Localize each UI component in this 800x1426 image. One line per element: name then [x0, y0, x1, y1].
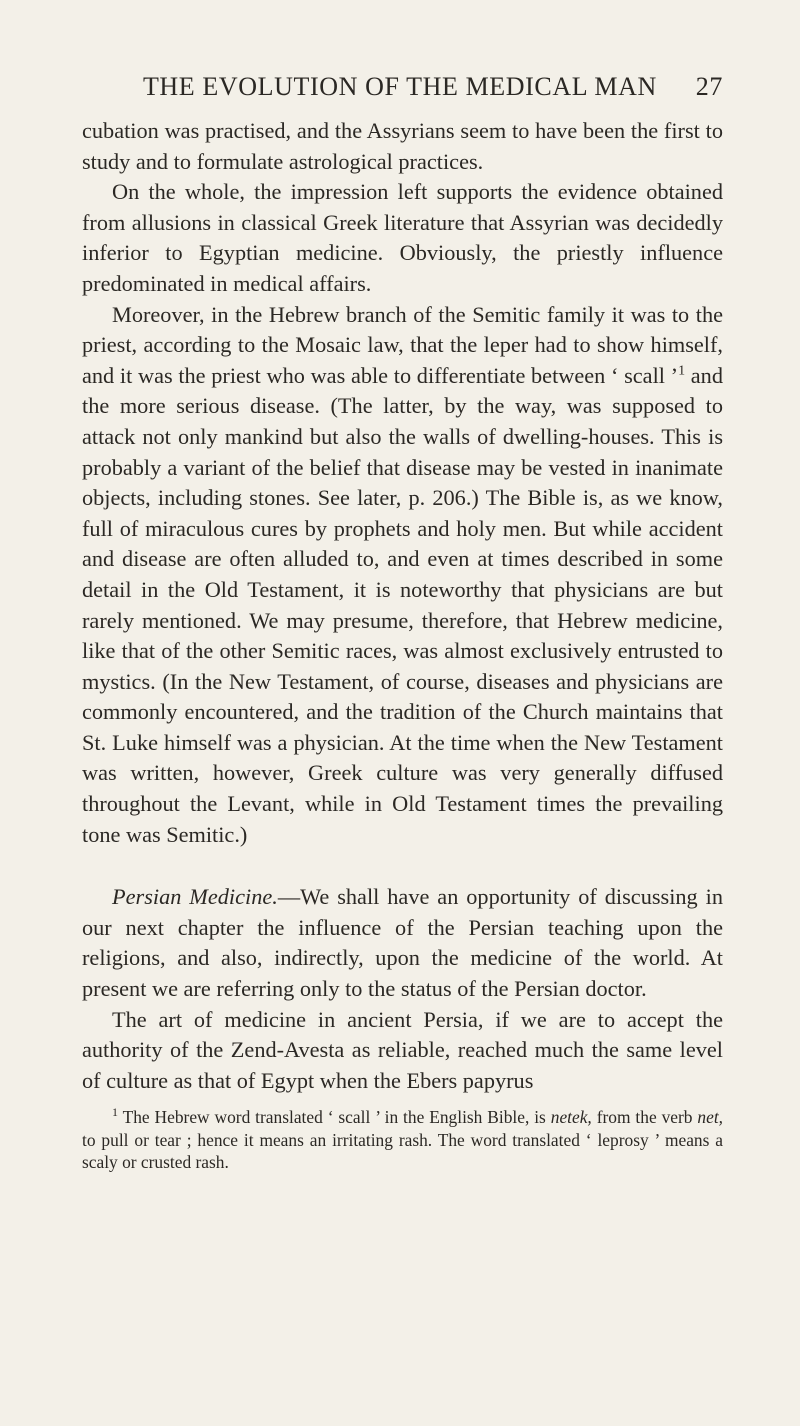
page-number: 27 — [695, 72, 723, 101]
footnote-text-2: from the verb — [591, 1107, 698, 1128]
paragraph-2: On the whole, the impression left supports the evidence obtained from allusions in classical Greek literature that Assyrian was decidedly inferior to Egyptian medicine. Obviously, the priestly influence predominated in medical affairs. — [82, 179, 723, 296]
paragraph-4-text: —We shall have an opportunity of discussing in our next chapter the influence of the Persian teaching upon the religions, and also, indirectly, upon the medicine of the world. At present we are referring only to the status of the Persian doctor. — [82, 884, 723, 1002]
footnote-term-netek: netek, — [550, 1107, 592, 1128]
footnote-text-3: to pull or tear ; hence it means an irritating rash. The word translated ‘ leprosy ’ means a scaly or crusted rash. — [82, 1129, 723, 1173]
body-text — [82, 116, 723, 1096]
paragraph-persian-medicine — [82, 882, 723, 1004]
paragraph-3-part-a: Moreover, in the Hebrew branch of the Semitic family it was to the priest, according to the Mosaic law, that the leper had to show himself, and it was the priest who was able to differentiate between ‘ scall ’ — [82, 301, 723, 388]
footnote — [82, 1106, 723, 1174]
paragraph-1: cubation was practised, and the Assyrians seem to have been the first to study and to formulate astrological practices. — [82, 118, 723, 174]
footnote-mark: 1 — [112, 1105, 118, 1120]
paragraph-5: The art of medicine in ancient Persia, if we are to accept the authority of the Zend-Avesta as reliable, reached much the same level of culture as that of Egypt when the Ebers papyrus — [82, 1006, 723, 1093]
paragraph-3 — [82, 300, 723, 851]
running-head — [82, 70, 723, 104]
footnote-text-1: The Hebrew word translated ‘ scall ’ in the English Bible, is — [118, 1107, 551, 1128]
paragraph-3-part-b: and the more serious disease. (The latter, by the way, was supposed to attack not only mankind but also the walls of dwelling-houses. This is probably a variant of the belief that disease may be vested in inanimate objects, including stones. See later, p. 206.) The Bible is, as we know, full of miraculous cures by prophets and holy men. But while accident and disease are often alluded to, and even at times described in some detail in the Old Testament, it is noteworthy that physicians are but rarely mentioned. We may presume, therefore, that Hebrew medicine, like that of the other Semitic races, was almost exclusively entrusted to mystics. (In the New Testament, of course, diseases and physicians are commonly encountered, and the tradition of the Church maintains that St. Luke himself was a physician. At the time when the New Testament was written, however, Greek culture was very generally diffused throughout the Levant, while in Old Testament times the prevailing tone was Semitic.) — [82, 362, 723, 847]
footnote-term-net: net, — [697, 1107, 723, 1128]
section-title: Persian Medicine. — [112, 884, 278, 910]
running-head-title: THE EVOLUTION OF THE MEDICAL MAN — [142, 72, 657, 101]
footnote-reference[interactable]: 1 — [678, 363, 686, 379]
